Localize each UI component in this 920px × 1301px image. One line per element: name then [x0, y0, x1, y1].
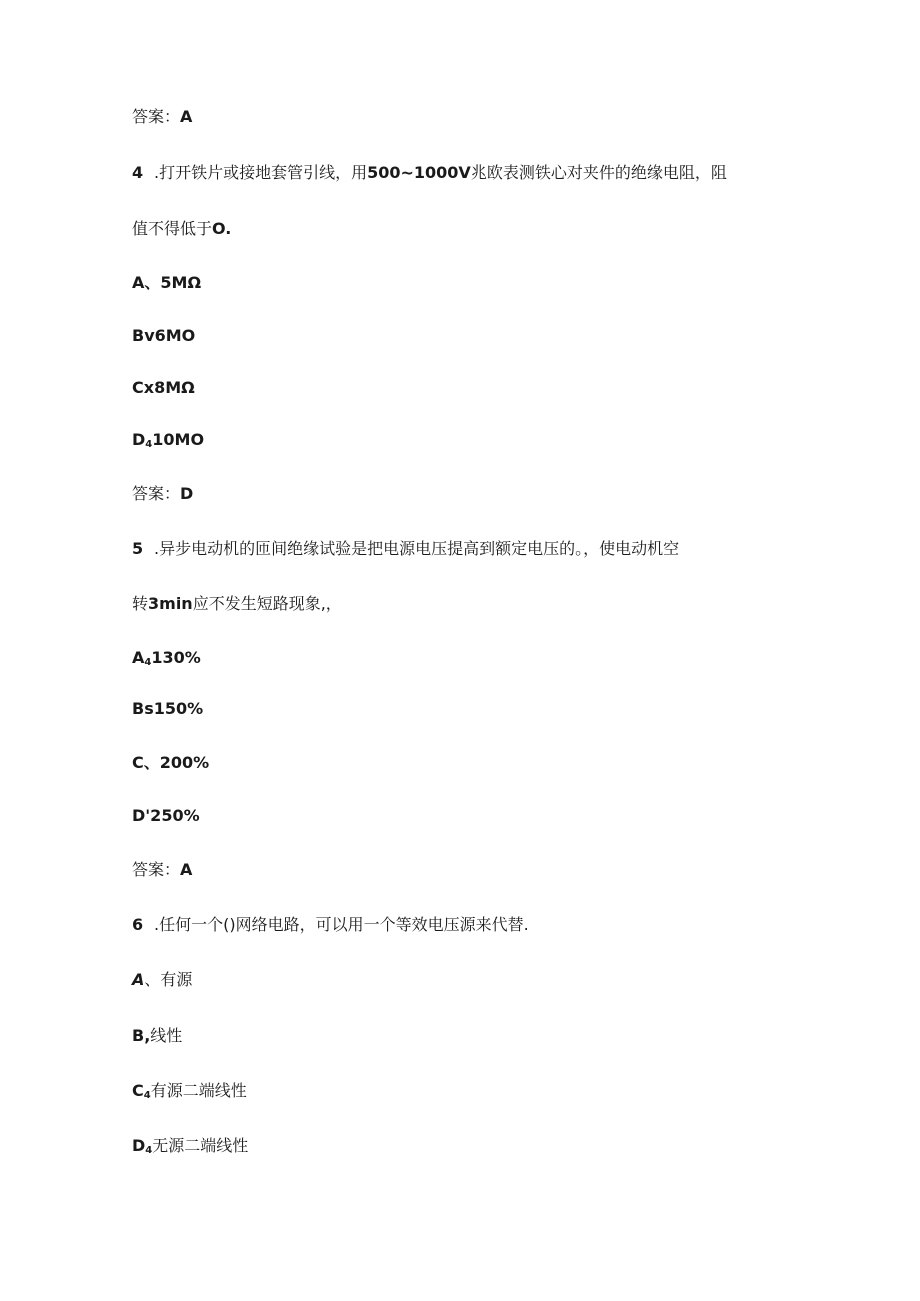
option-d: D'250% — [132, 806, 200, 825]
option-text: 10MO — [152, 430, 205, 449]
option-a — [132, 648, 201, 673]
answer-label: 答案： — [132, 107, 181, 126]
option-letter: C — [132, 1081, 144, 1100]
question-text-bold: O. — [212, 219, 232, 238]
option-text: 线性 — [150, 1026, 183, 1045]
question-text: .打开铁片或接地套管引线，用 — [154, 163, 368, 182]
option-c — [132, 1081, 247, 1106]
answer-line — [132, 107, 192, 127]
answer-value: A — [180, 860, 193, 879]
option-subscript: 4 — [143, 1090, 151, 1101]
option-d — [132, 430, 204, 455]
question-text: 值不得低于 — [132, 219, 213, 238]
option-subscript: 4 — [145, 1145, 153, 1156]
option-letter: D — [132, 1136, 146, 1155]
option-a: A、5MΩ — [132, 273, 202, 292]
question-text: 转 — [132, 594, 149, 613]
answer-label: 答案： — [132, 860, 181, 879]
option-c: C、200% — [132, 753, 210, 772]
question-5-line-2 — [132, 594, 342, 614]
question-text: 应不发生短路现象,， — [192, 594, 342, 613]
option-letter: A — [132, 648, 145, 667]
question-number: 5 — [132, 539, 144, 558]
question-4-line-1 — [132, 163, 727, 183]
option-b — [132, 1026, 182, 1046]
option-d — [132, 1136, 248, 1161]
answer-value: D — [180, 484, 194, 503]
answer-line — [132, 860, 192, 880]
question-text-bold: 500~1000V — [367, 163, 471, 182]
option-b: Bv6MO — [132, 326, 196, 345]
question-number: 6 — [132, 915, 144, 934]
question-6-line-1 — [132, 915, 529, 935]
option-text: 无源二端线性 — [152, 1136, 249, 1155]
answer-label: 答案： — [132, 484, 181, 503]
option-b: Bs150% — [132, 699, 204, 718]
option-a — [132, 970, 192, 990]
question-4-line-2 — [132, 219, 231, 239]
question-5-line-1 — [132, 539, 679, 559]
option-subscript: 4 — [145, 439, 153, 450]
answer-line — [132, 484, 193, 504]
question-text-bold: 3min — [148, 594, 193, 613]
option-letter: A — [132, 970, 145, 989]
option-text: 、有源 — [144, 970, 193, 989]
question-text: .任何一个()网络电路，可以用一个等效电压源来代替. — [154, 915, 529, 934]
question-text: 兆欧表测铁心对夹件的绝缘电阻，阻 — [470, 163, 727, 182]
option-letter: B, — [132, 1026, 151, 1045]
option-c: Cx8MΩ — [132, 378, 195, 397]
option-text: 有源二端线性 — [150, 1081, 247, 1100]
option-subscript: 4 — [144, 657, 152, 668]
question-text: .异步电动机的匝间绝缘试验是把电源电压提高到额定电压的。，使电动机空 — [154, 539, 680, 558]
option-letter: D — [132, 430, 146, 449]
question-number: 4 — [132, 163, 144, 182]
answer-value: A — [180, 107, 193, 126]
option-text: 130% — [151, 648, 201, 667]
